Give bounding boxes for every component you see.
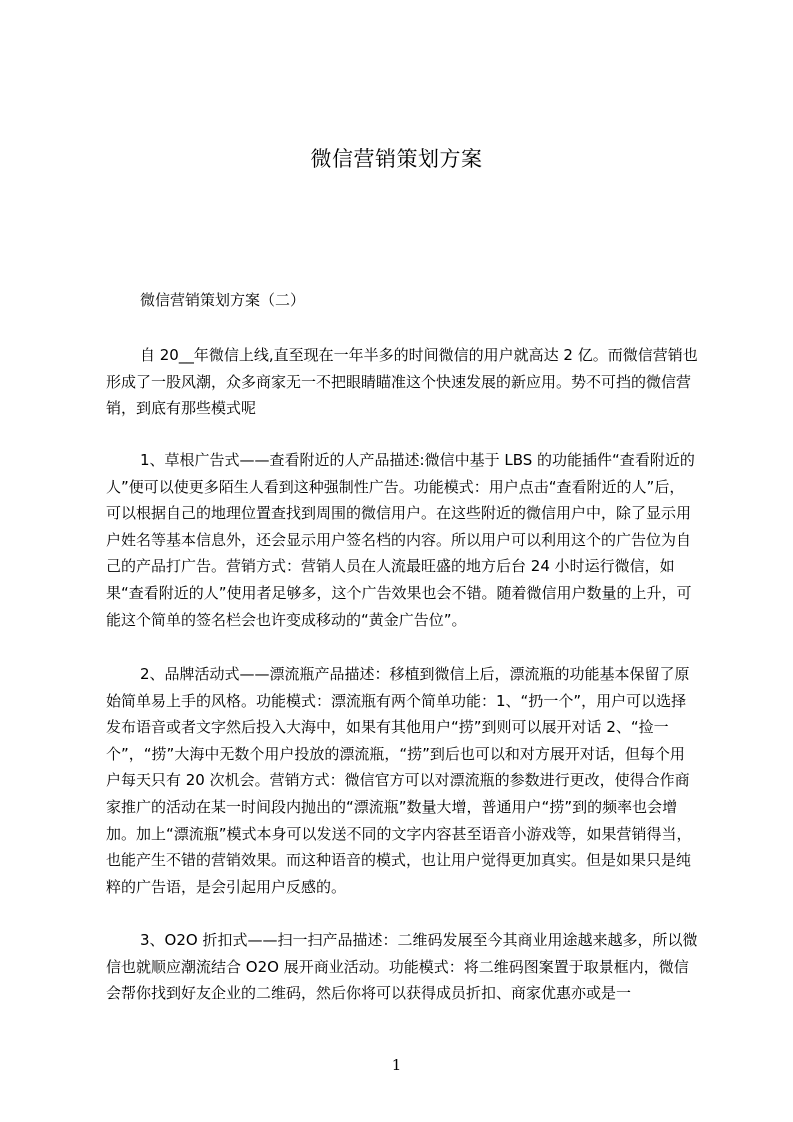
paragraph-intro: 自 20__年微信上线,直至现在一年半多的时间微信的用户就高达 2 亿。而微信营销也形成了一股风潮，众多商家无一不把眼睛瞄准这个快速发展的新应用。势不可挡的微信营销，到底有那些模式呢 [106,346,698,418]
paragraph-grassroots-ads: 1、草根广告式——查看附近的人产品描述:微信中基于 LBS 的功能插件“查看附近的人”便可以使更多陌生人看到这种强制性广告。功能模式：用户点击“查看附近的人”后，可以根据自己的地理位置查找到周围的微信用户。在这些附近的微信用户中，除了显示用户姓名等基本信息外，还会显示用户签名档的内容。所以用户可以利用这个的广告位为自己的产品打广告。营销方式：营销人员在人流最旺盛的地方后台 24 小时运行微信，如果“查看附近的人”使用者足够多，这个广告效果也会不错。随着微信用户数量的上升，可能这个简单的签名栏会也许变成移动的“黄金广告位”。 [106,451,695,629]
document-title: 微信营销策划方案 [310,147,483,171]
paragraph-o2o-discount: 3、O2O 折扣式——扫一扫产品描述：二维码发展至今其商业用途越来越多，所以微信也就顺应潮流结合 O2O 展开商业活动。功能模式：将二维码图案置于取景框内，微信会帮你找到好友企业的二维码，然后你将可以获得成员折扣、商家优惠亦或是一 [106,931,698,1003]
page-number: 1 [391,1056,402,1074]
paragraph-drift-bottle: 2、品牌活动式——漂流瓶产品描述：移植到微信上后，漂流瓶的功能基本保留了原始简单易上手的风格。功能模式：漂流瓶有两个简单功能：1、“扔一个”，用户可以选择发布语音或者文字然后投入大海中，如果有其他用户“捞”到则可以展开对话 2、“捡一个”，“捞”大海中无数个用户投放的漂流瓶，“捞”到后也可以和对方展开对话，但每个用户每天只有 20 次机会。营销方式：微信官方可以对漂流瓶的参数进行更改，使得合作商家推广的活动在某一时间段内抛出的“漂流瓶”数量大增，普通用户“捞”到的频率也会增加。加上“漂流瓶”模式本身可以发送不同的文字内容甚至语音小游戏等，如果营销得当，也能产生不错的营销效果。而这种语音的模式，也让用户觉得更加真实。但是如果只是纯粹的广告语，是会引起用户反感的。 [106,665,692,896]
document-subtitle: 微信营销策划方案（二） [140,291,306,309]
